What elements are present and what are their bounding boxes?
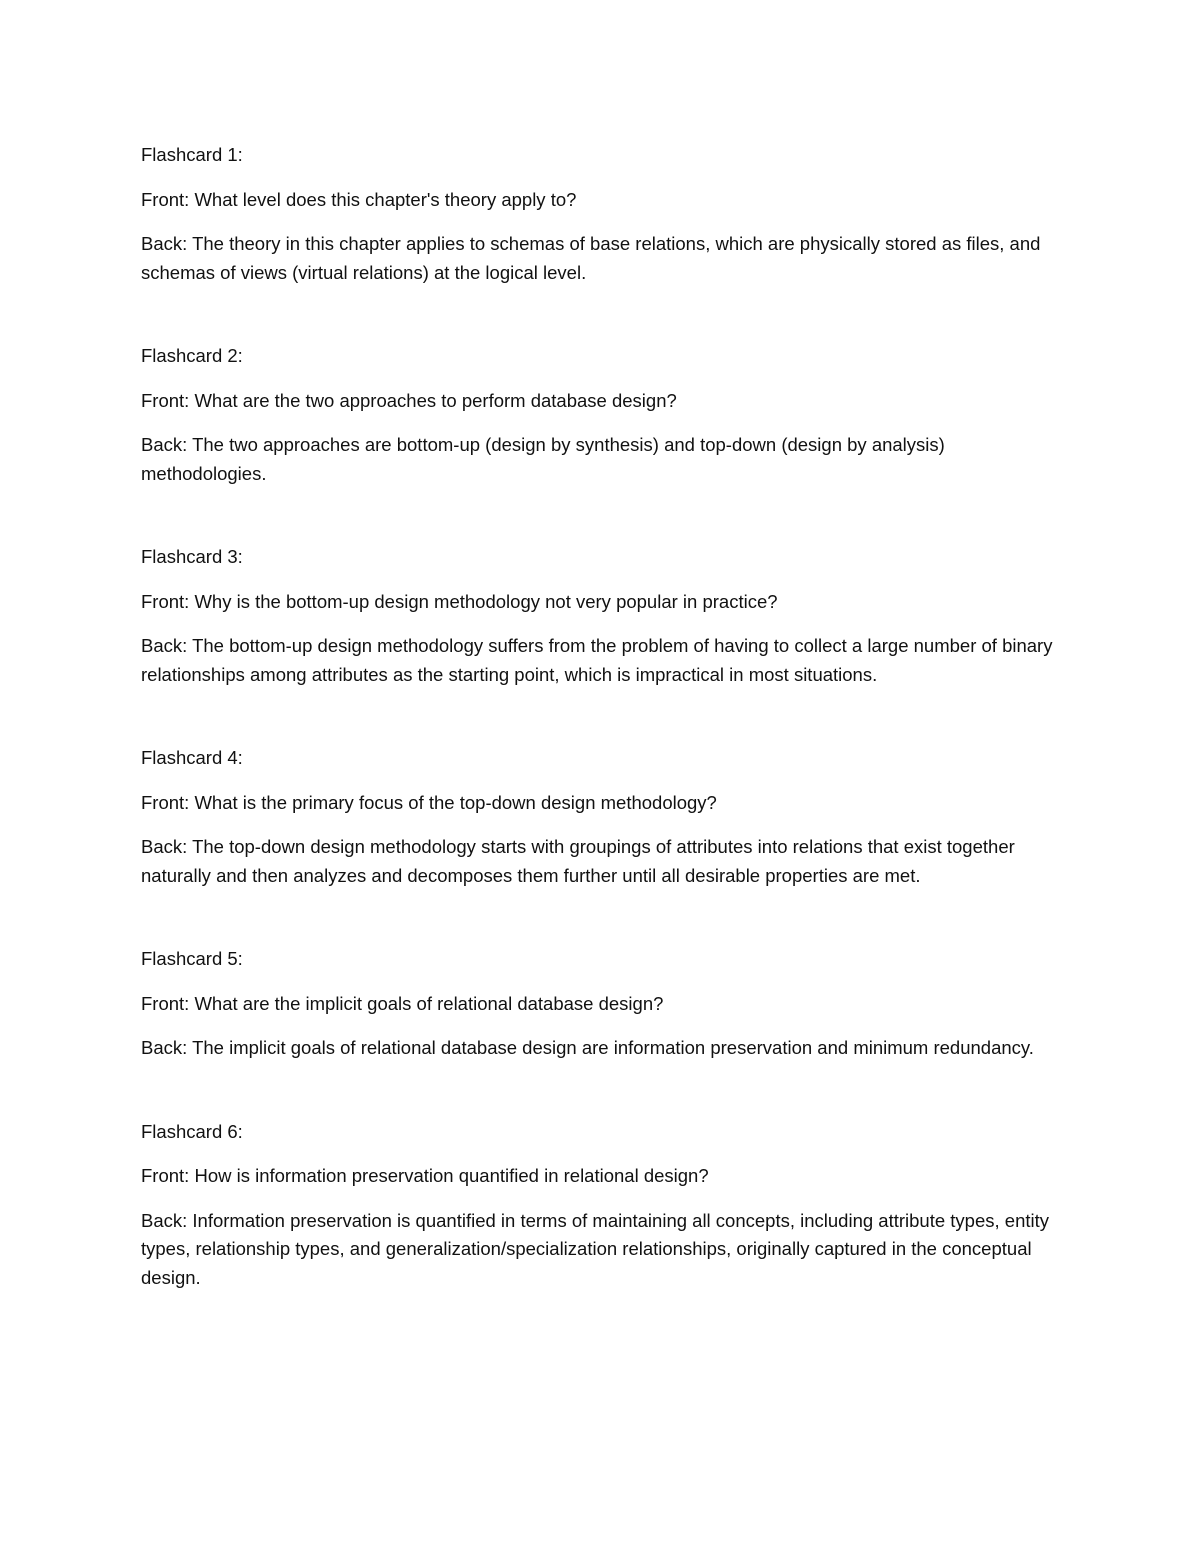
flashcard-title: Flashcard 3: bbox=[141, 546, 243, 567]
flashcard-3 bbox=[141, 543, 1061, 689]
flashcard-back: Back: The top-down design methodology starts with groupings of attributes into relations that exist together naturally and then analyzes and decomposes them further until all desirable properties are met. bbox=[141, 836, 1015, 886]
flashcard-title: Flashcard 4: bbox=[141, 747, 243, 768]
flashcard-back: Back: The two approaches are bottom-up (design by synthesis) and top-down (design by analysis) methodologies. bbox=[141, 434, 945, 484]
flashcard-front: Front: What is the primary focus of the top-down design methodology? bbox=[141, 791, 717, 813]
flashcard-4 bbox=[141, 744, 1061, 890]
flashcard-back: Back: The implicit goals of relational database design are information preservation and minimum redundancy. bbox=[141, 1037, 1034, 1058]
flashcard-front: Front: What are the implicit goals of relational database design? bbox=[141, 992, 664, 1014]
flashcard-back: Back: The bottom-up design methodology suffers from the problem of having to collect a large number of binary relationships among attributes as the starting point, which is impractical in most situations. bbox=[141, 635, 1053, 685]
flashcard-1 bbox=[141, 141, 1061, 287]
flashcard-back: Back: Information preservation is quantified in terms of maintaining all concepts, including attribute types, entity types, relationship types, and generalization/specialization relationships, originally captured in the conceptual design. bbox=[141, 1209, 1049, 1288]
flashcard-back: Back: The theory in this chapter applies to schemas of base relations, which are physically stored as files, and schemas of views (virtual relations) at the logical level. bbox=[141, 233, 1041, 283]
flashcard-front: Front: What are the two approaches to perform database design? bbox=[141, 389, 677, 411]
flashcard-title: Flashcard 1: bbox=[141, 144, 243, 165]
flashcard-front: Front: What level does this chapter's theory apply to? bbox=[141, 188, 577, 210]
flashcard-5 bbox=[141, 945, 1061, 1063]
flashcard-front: Front: How is information preservation quantified in relational design? bbox=[141, 1165, 709, 1186]
flashcard-title: Flashcard 2: bbox=[141, 345, 243, 366]
flashcard-title: Flashcard 6: bbox=[141, 1120, 243, 1142]
flashcard-front: Front: Why is the bottom-up design methodology not very popular in practice? bbox=[141, 590, 778, 612]
flashcard-title: Flashcard 5: bbox=[141, 948, 243, 969]
document-page bbox=[141, 141, 1061, 1292]
flashcard-2 bbox=[141, 342, 1061, 488]
flashcard-6 bbox=[141, 1118, 1061, 1293]
